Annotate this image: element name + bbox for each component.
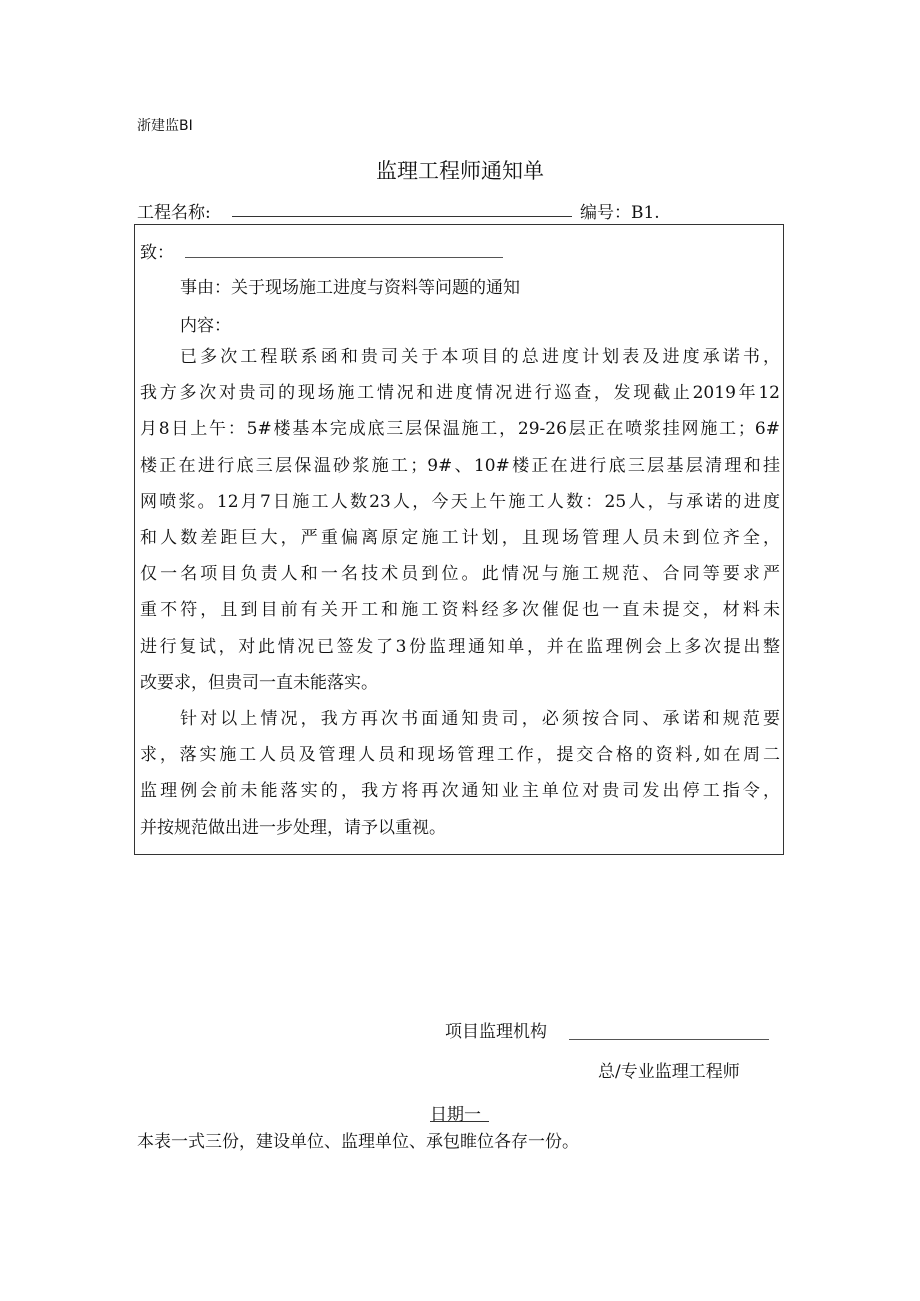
date-label: 日期一 <box>430 1105 481 1125</box>
paragraph-line: 监理例会前未能落实的，我方将再次通知业主单位对贵司发出停工指令， <box>140 781 780 802</box>
subject-line: 事由：关于现场施工进度与资料等问题的通知 <box>180 278 520 298</box>
paragraph-line: 仅一名项目负责人和一名技术员到位。此情况与施工规范、合同等要求严 <box>140 564 780 585</box>
supervision-org-line <box>569 1039 769 1040</box>
paragraph-line: 重不符，且到目前有关开工和施工资料经多次催促也一直未提交，材料未 <box>140 600 780 621</box>
content-label: 内容： <box>180 316 231 336</box>
paragraph-line: 针对以上情况，我方再次书面通知贵司，必须按合同、承诺和规范要 <box>180 709 780 729</box>
paragraph-line: 并按规范做出进一步处理，请予以重视。 <box>140 817 446 838</box>
project-name-line <box>232 216 572 217</box>
paragraph-line: 改要求，但贵司一直未能落实。 <box>140 672 378 693</box>
supervision-org-label: 项目监理机构 <box>445 1022 547 1042</box>
engineer-label: 总/专业监理工程师 <box>598 1062 740 1082</box>
document-title: 监理工程师通知单 <box>376 159 544 183</box>
paragraph-line: 求，落实施工人员及管理人员和现场管理工作，提交合格的资料,如在周二 <box>140 745 780 766</box>
content-paragraph-2 <box>140 701 780 846</box>
number-label: 编号：B1. <box>580 203 660 223</box>
project-name-label: 工程名称: <box>137 203 211 223</box>
paragraph-line: 网喷浆。12月7日施工人数23人，今天上午施工人数：25人，与承诺的进度 <box>140 491 780 512</box>
to-line <box>185 257 503 258</box>
to-label: 致： <box>140 243 174 263</box>
paragraph-line: 进行复试，对此情况已签发了3份监理通知单，并在监理例会上多次提出整 <box>140 636 780 657</box>
form-code: 浙建监BI <box>137 118 193 134</box>
paragraph-line: 楼正在进行底三层保温砂浆施工；9#、10#楼正在进行底三层基层清理和挂 <box>140 455 780 476</box>
date-underline <box>430 1121 489 1122</box>
footer-note: 本表一式三份，建设单位、监理单位、承包睢位各存一份。 <box>137 1132 579 1152</box>
paragraph-line: 月8日上午：5#楼基本完成底三层保温施工，29-26层正在喷浆挂网施工；6# <box>140 419 780 440</box>
content-paragraph-1 <box>140 339 780 701</box>
paragraph-line: 已多次工程联系函和贵司关于本项目的总进度计划表及进度承诺书， <box>180 347 780 367</box>
paragraph-line: 我方多次对贵司的现场施工情况和进度情况进行巡查，发现截止2019年12 <box>140 383 780 404</box>
paragraph-line: 和人数差距巨大，严重偏离原定施工计划，且现场管理人员未到位齐全， <box>140 528 780 549</box>
